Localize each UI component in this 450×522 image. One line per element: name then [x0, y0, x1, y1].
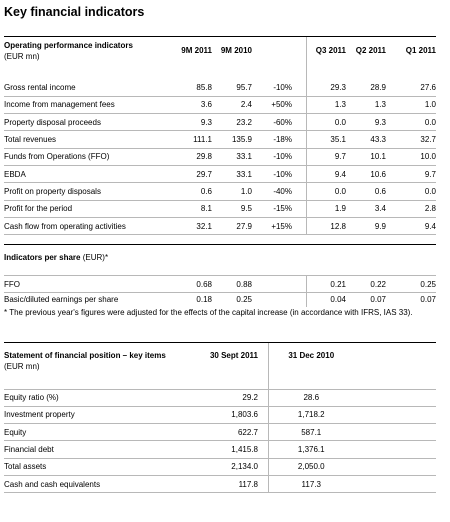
col-header: 31 Dec 2010	[288, 351, 335, 360]
cell: 0.25	[386, 276, 436, 293]
cell: 9.7	[306, 148, 346, 165]
cell: -15%	[252, 200, 292, 217]
row-label: Cash flow from operating activities	[4, 217, 172, 234]
pershare-table	[4, 275, 436, 307]
cell: 0.0	[306, 183, 346, 200]
cell: 1,718.2	[268, 406, 354, 423]
cell: 1.3	[346, 96, 386, 113]
cell: 32.1	[172, 217, 212, 234]
cell: 0.0	[386, 114, 436, 131]
row-label: Funds from Operations (FFO)	[4, 148, 172, 165]
table-row	[4, 183, 436, 200]
cell: 9.7	[386, 165, 436, 182]
table-row	[4, 200, 436, 217]
cell: 33.1	[212, 148, 252, 165]
cell: 3.4	[346, 200, 386, 217]
cell: 0.21	[306, 276, 346, 293]
cell: 0.07	[420, 295, 436, 305]
position-table	[4, 343, 436, 493]
cell: +15%	[252, 217, 292, 234]
cell: 85.8	[172, 79, 212, 96]
footnote: * The previous year's figures were adjusted for the effects of the capital increase (in accordance with IFRS, IAS 33).	[4, 307, 413, 317]
table-row	[4, 406, 436, 423]
table-row	[4, 148, 436, 165]
row-label: Cash and cash equivalents	[4, 475, 172, 492]
cell: 8.1	[172, 200, 212, 217]
cell: -10%	[252, 165, 292, 182]
cell: 29.8	[172, 148, 212, 165]
cell: 2,050.0	[268, 458, 354, 475]
cell: 622.7	[172, 424, 258, 441]
pershare-heading: Indicators per share (EUR)*	[4, 253, 109, 262]
cell: 1,376.1	[268, 441, 354, 458]
cell: 0.07	[370, 295, 386, 305]
table-row	[4, 458, 436, 475]
cell: 27.9	[212, 217, 252, 234]
table-row	[4, 96, 436, 113]
cell: 28.6	[268, 389, 354, 406]
cell: 2,134.0	[172, 458, 258, 475]
table-row	[4, 79, 436, 96]
row-label: Total revenues	[4, 131, 172, 148]
table-row	[4, 293, 436, 307]
cell: 32.7	[386, 131, 436, 148]
row-label: Total assets	[4, 458, 172, 475]
cell: 10.6	[346, 165, 386, 182]
cell: 587.1	[268, 424, 354, 441]
row-label: Profit for the period	[4, 200, 172, 217]
pershare-section	[4, 244, 436, 318]
cell: 1.9	[306, 200, 346, 217]
cell: -10%	[252, 148, 292, 165]
cell: 2.4	[212, 96, 252, 113]
cell: 10.0	[386, 148, 436, 165]
operating-heading: Operating performance indicators	[4, 41, 133, 50]
cell: 1.0	[386, 96, 436, 113]
table-row	[4, 475, 436, 492]
row-label: Equity ratio (%)	[4, 389, 172, 406]
section-divider	[4, 244, 436, 245]
cell: -40%	[252, 183, 292, 200]
row-label: Profit on property disposals	[4, 183, 172, 200]
col-header: Q3 2011	[315, 46, 346, 55]
operating-table	[4, 37, 436, 235]
cell: 9.4	[306, 165, 346, 182]
row-label: FFO	[4, 276, 172, 293]
cell: 9.3	[172, 114, 212, 131]
cell: 117.8	[172, 475, 258, 492]
col-header: 9M 2011	[181, 46, 212, 55]
cell: 135.9	[212, 131, 252, 148]
operating-section	[4, 36, 436, 235]
cell: 29.3	[306, 79, 346, 96]
cell: 0.0	[306, 114, 346, 131]
table-row	[4, 441, 436, 458]
row-label: Investment property	[4, 406, 172, 423]
operating-unit: (EUR mn)	[4, 52, 40, 61]
cell	[252, 276, 292, 293]
table-row	[4, 217, 436, 234]
cell: 29.2	[172, 389, 258, 406]
position-unit: (EUR mn)	[4, 362, 40, 371]
cell: 23.2	[212, 114, 252, 131]
cell: 0.22	[346, 276, 386, 293]
cell: 0.88	[212, 276, 252, 293]
row-label: Income from management fees	[4, 96, 172, 113]
cell: 29.7	[172, 165, 212, 182]
table-row	[4, 276, 436, 293]
row-label: Equity	[4, 424, 172, 441]
cell: 43.3	[346, 131, 386, 148]
cell: 0.25	[236, 295, 252, 305]
cell: 0.04	[330, 295, 346, 305]
cell: 12.8	[306, 217, 346, 234]
cell: 9.5	[212, 200, 252, 217]
col-header: Q2 2011	[355, 46, 386, 55]
cell: -18%	[252, 131, 292, 148]
cell: 10.1	[346, 148, 386, 165]
cell: +50%	[252, 96, 292, 113]
table-row	[4, 114, 436, 131]
row-label: Gross rental income	[4, 79, 172, 96]
cell: 35.1	[306, 131, 346, 148]
col-header-blank	[252, 37, 292, 73]
cell: 28.9	[346, 79, 386, 96]
cell: 0.18	[196, 295, 212, 305]
position-section	[4, 342, 436, 493]
col-header: 30 Sept 2011	[209, 351, 258, 360]
cell: 9.3	[346, 114, 386, 131]
position-heading: Statement of financial position – key items	[4, 351, 166, 360]
cell: 9.9	[346, 217, 386, 234]
cell: 3.6	[172, 96, 212, 113]
cell: 2.8	[386, 200, 436, 217]
col-header: Q1 2011	[405, 46, 436, 55]
col-header: 9M 2010	[220, 46, 252, 55]
row-label: Basic/diluted earnings per share	[4, 295, 119, 305]
row-label: Financial debt	[4, 441, 172, 458]
cell: 117.3	[268, 475, 354, 492]
cell: 1,415.8	[172, 441, 258, 458]
cell: 1.0	[212, 183, 252, 200]
pershare-unit: (EUR)*	[82, 253, 109, 262]
cell: 0.6	[172, 183, 212, 200]
cell: 0.68	[172, 276, 212, 293]
table-row	[4, 424, 436, 441]
cell: 27.6	[386, 79, 436, 96]
table-row	[4, 131, 436, 148]
cell	[252, 293, 292, 307]
cell: 95.7	[212, 79, 252, 96]
row-label: Property disposal proceeds	[4, 114, 172, 131]
cell: -60%	[252, 114, 292, 131]
cell: 0.6	[346, 183, 386, 200]
row-label: EBDA	[4, 165, 172, 182]
page-title: Key financial indicators	[4, 5, 145, 19]
cell: 111.1	[172, 131, 212, 148]
cell: 0.0	[386, 183, 436, 200]
table-row	[4, 389, 436, 406]
cell: -10%	[252, 79, 292, 96]
cell: 33.1	[212, 165, 252, 182]
cell: 9.4	[386, 217, 436, 234]
cell: 1.3	[306, 96, 346, 113]
table-row	[4, 165, 436, 182]
cell: 1,803.6	[172, 406, 258, 423]
